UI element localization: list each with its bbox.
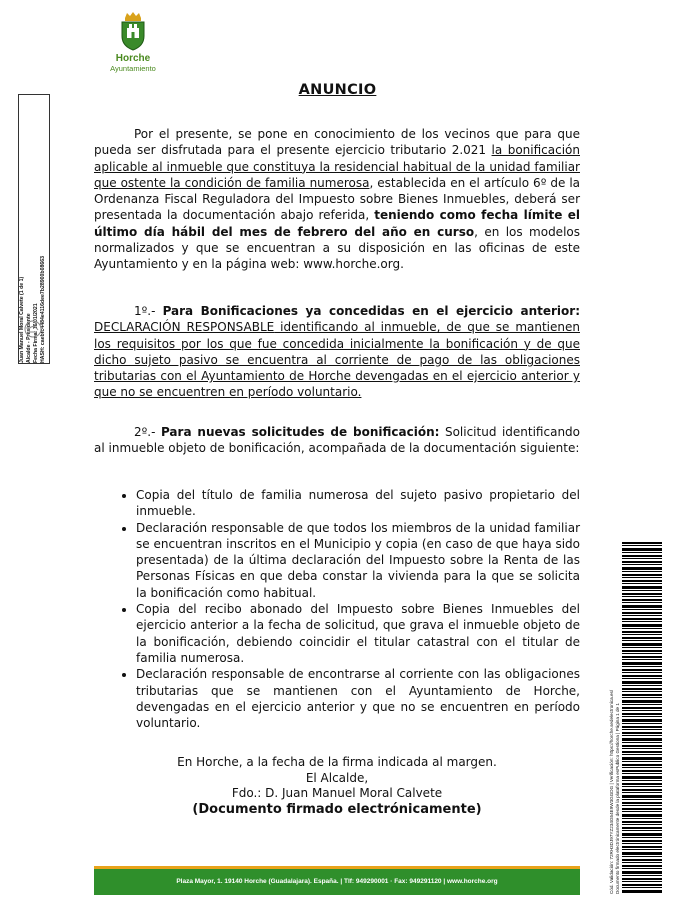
point-1-number: 1º.-	[134, 304, 163, 318]
closing-signed-note: (Documento firmado electrónicamente)	[192, 801, 482, 817]
point-1-paragraph	[94, 303, 580, 401]
list-item: • Copia del recibo abonado del Impuesto sobre Bienes Inmuebles del ejercicio anterior a la fecha de solicitud, que grava el inmueble objeto de la bonificación, debiendo coincidir el titular catastral con el titular de familia numerosa.	[136, 601, 580, 666]
closing-place-date: En Horche, a la fecha de la firma indicada al margen.	[177, 755, 497, 769]
intro-underlined: la bonificación aplicable al inmueble que constituya la residencial habitual de la unidad familiar que ostente la condición de familia numerosa	[94, 143, 580, 190]
required-documents-list	[94, 487, 580, 731]
point-1-declaration: DECLARACIÓN RESPONSABLE	[94, 320, 275, 335]
barcode-caption	[609, 542, 625, 894]
signature-stamp-icon	[23, 319, 43, 339]
closing-role: El Alcalde,	[305, 770, 369, 785]
barcode-validation-code: Cód. Validación: 72RH3DJ97YZ234G54E9W3GGDG | Verificación: https://horche.sedelectronica.es/	[609, 689, 614, 894]
signature-signer: Juan Manuel Moral Calvete (1 de 1)	[19, 276, 25, 363]
point-2-text: Solicitud identificando al inmueble objeto de bonificación, acompañada de la documentación siguiente:	[94, 425, 581, 456]
signature-hash: HASH: caebfc4484e4116dee7b28900b08663	[40, 256, 46, 363]
point-2-paragraph	[94, 424, 580, 457]
intro-text-1: Por el presente, se pone en conocimiento de los vecinos que para que pueda ser disfrutada para el presente ejercicio tributario 2.021	[94, 127, 580, 158]
point-2-number: 2º.-	[134, 425, 161, 439]
point-1-heading: Para Bonificaciones ya concedidas en el ejercicio anterior:	[162, 304, 580, 318]
signature-role: Alcalde - Presidente	[26, 313, 32, 363]
coat-of-arms-icon	[112, 10, 154, 52]
electronic-signature-box	[18, 94, 50, 364]
list-item: • Copia del título de familia numerosa del sujeto pasivo propietario del inmueble.	[136, 487, 580, 520]
page-title: ANUNCIO	[298, 82, 377, 98]
municipality-logo	[100, 10, 166, 72]
logo-subtitle: Ayuntamiento	[110, 64, 156, 73]
logo-name: Horche	[115, 53, 151, 64]
point-1-text: identificando al inmueble, de que se mantienen los requisitos por los que fue concedida inicialmente la bonificación y de que dicho sujeto pasivo se encuentra al corriente de pago de las obligaciones tributarias con el Ayuntamiento de Horche devengadas en el ejercicio anterior y que no se encuentren en período voluntario.	[94, 320, 580, 400]
closing-signatory: Fdo.: D. Juan Manuel Moral Calvete	[231, 786, 443, 800]
closing-block	[94, 755, 580, 817]
barcode-bars	[622, 542, 662, 894]
point-2-heading: Para nuevas solicitudes de bonificación:	[160, 425, 440, 439]
list-item: • Declaración responsable de que todos los miembros de la unidad familiar se encuentran inscritos en el Municipio y copia (en caso de que haya sido presentada) de la última declaración del Impuesto sobre la Renta de las Personas Físicas en que deba constar la vivienda para la que se solicita la bonificación como habitual.	[136, 520, 580, 601]
validation-barcode	[609, 542, 662, 894]
intro-text-3: , en los modelos normalizados y que se encuentran a su disposición en las oficinas de este Ayuntamiento y en la página web: www.horche.org.	[94, 224, 580, 272]
footer-contact-bar: Plaza Mayor, 1. 19140 Horche (Guadalajara). España. | Tlf: 949290001 · Fax: 949291120 | www.horche.org	[94, 866, 580, 895]
signature-date: Fecha Firma: 16/01/2021	[33, 303, 39, 363]
intro-paragraph	[94, 126, 580, 273]
intro-deadline: teniendo como fecha límite el último día hábil del mes de febrero del año en curso	[94, 208, 580, 239]
barcode-platform-note: Documento firmado electrónicamente desde la plataforma esPublico Gestiona | Página 1 de 1	[614, 703, 620, 894]
list-item: • Declaración responsable de encontrarse al corriente con las obligaciones tributarias que se mantienen con el Ayuntamiento de Horche, devengadas en el ejercicio anterior y que no se encuentren en período voluntario.	[136, 666, 580, 731]
intro-text-2: , establecida en el artículo 6º de la Ordenanza Fiscal Reguladora del Impuesto sobre Bienes Inmuebles, deberá ser presentada la documentación abajo referida,	[94, 175, 581, 223]
